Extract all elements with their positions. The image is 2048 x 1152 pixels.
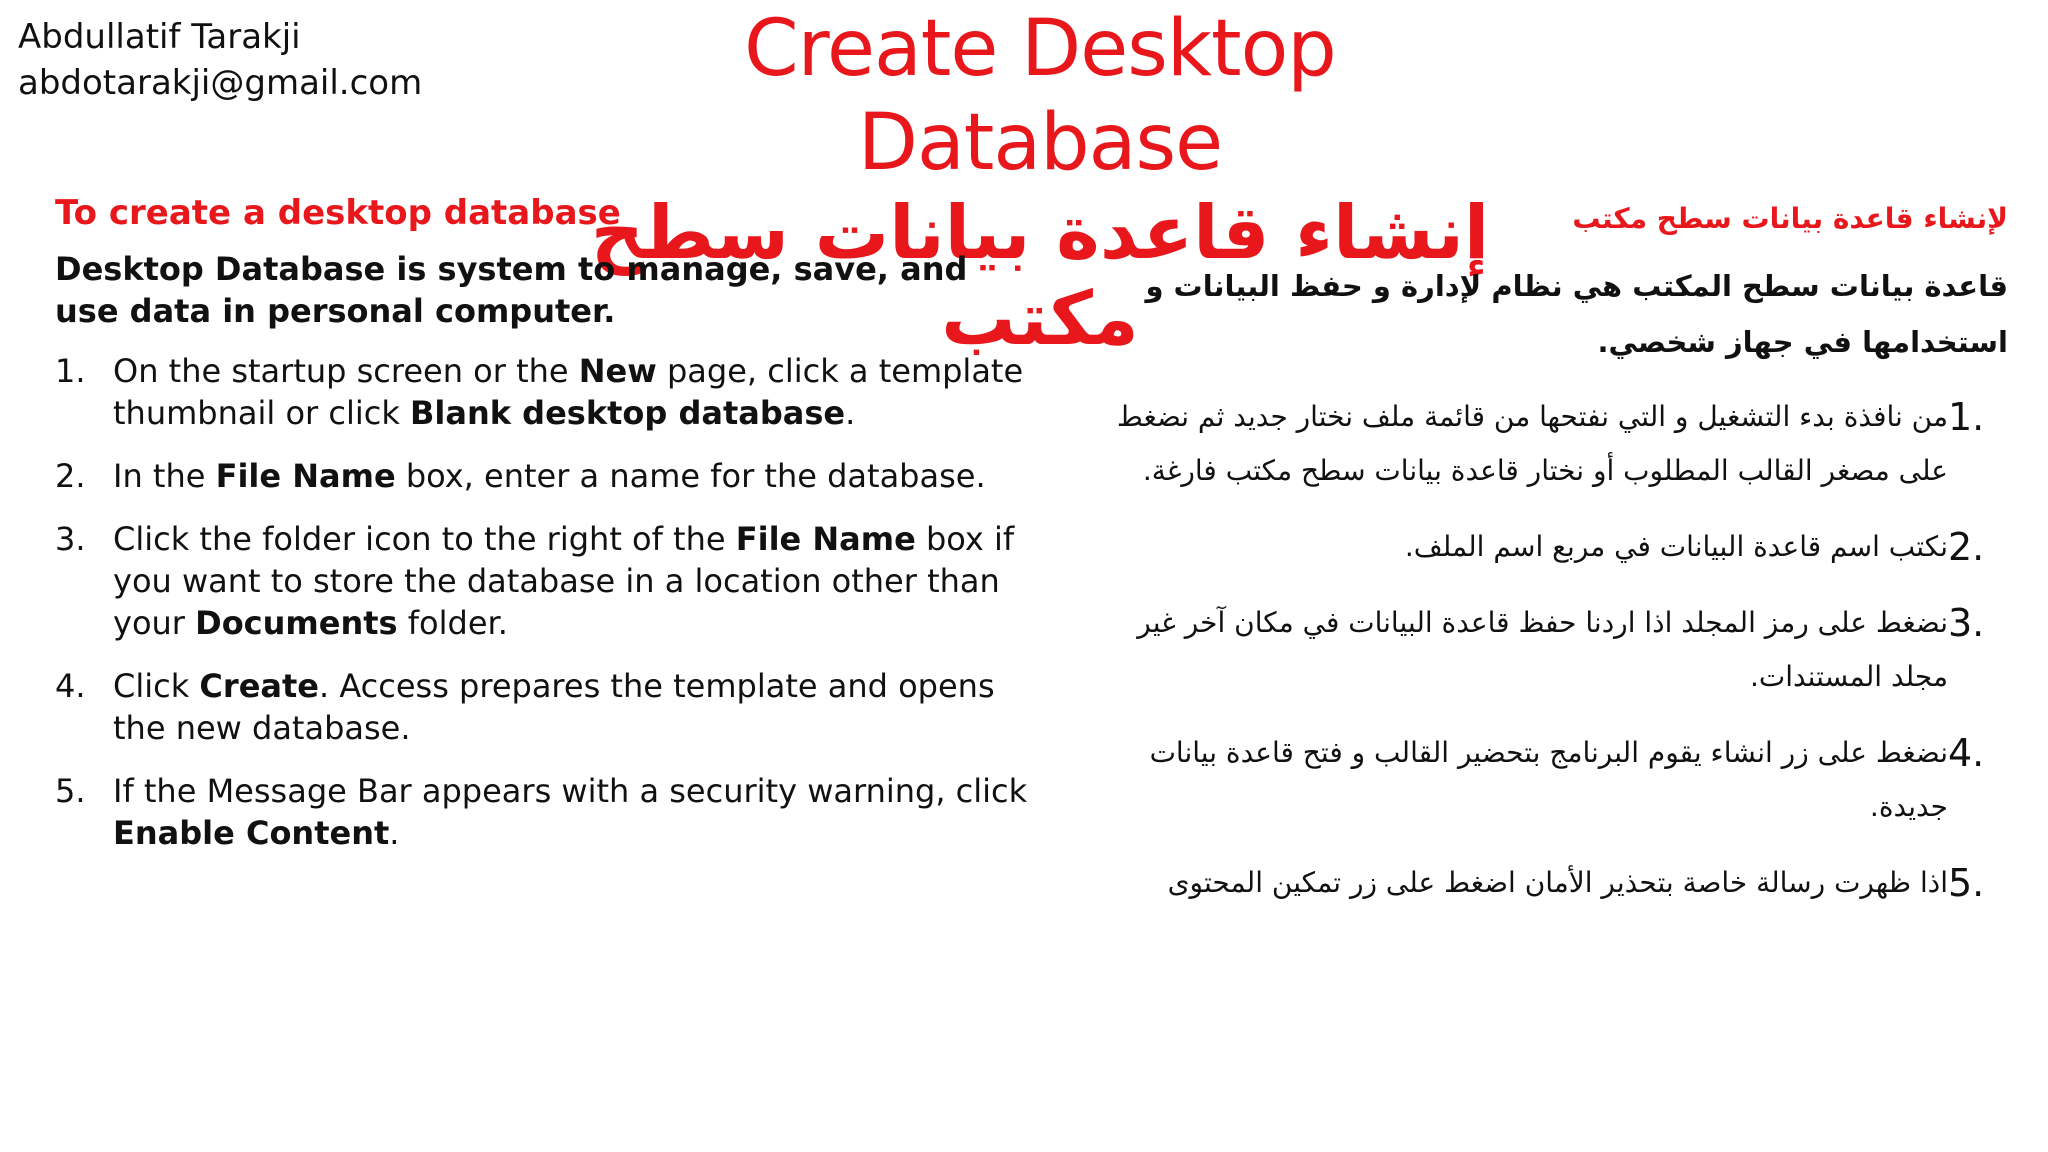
step-number: 4. [1948,731,1985,775]
arabic-step [1078,390,2008,498]
step-number: 5. [1948,861,1985,905]
step-number: 3. [55,520,86,558]
step-number: 3. [1948,601,1985,645]
step-number: 2. [55,457,86,495]
step-number: 1. [55,352,86,390]
arabic-step [1078,726,2008,834]
author-email: abdotarakji@gmail.com [18,63,423,103]
arabic-step [1078,596,2008,704]
step-text: من نافذة بدء التشغيل و التي نفتحها من قائمة ملف نختار جديد ثم نضغط على مصغر القالب المطلوب أو نختار قاعدة بيانات سطح مكتب فارغة. [1116,400,1948,487]
step-text: اذا ظهرت رسالة خاصة بتحذير الأمان اضغط على زر تمكين المحتوى [1167,866,1948,899]
english-step [55,518,1035,644]
arabic-column [1078,196,2008,932]
title-arabic: إنشاء قاعدة بيانات سطح مكتب [590,190,1490,362]
arabic-steps-list [1078,390,2008,910]
english-steps-list [55,350,1035,854]
english-step [55,665,1035,749]
english-step [55,770,1035,854]
step-number: 1. [1948,395,1985,439]
english-intro: Desktop Database is system to manage, save, and use data in personal computer. [55,250,968,330]
arabic-intro: قاعدة بيانات سطح المكتب هي نظام لإدارة و حفظ البيانات و استخدامها في جهاز شخصي. [1145,269,2008,359]
step-text: On the startup screen or the New page, click a template thumbnail or click Blank desktop database. [113,352,1024,432]
arabic-step [1078,520,2008,574]
step-number: 2. [1948,525,1985,569]
step-text: نضغط على رمز المجلد اذا اردنا حفظ قاعدة البيانات في مكان آخر غير مجلد المستندات. [1137,606,1948,693]
arabic-heading: لإنشاء قاعدة بيانات سطح مكتب [1572,202,2008,235]
english-column [55,190,1035,875]
author-info [18,14,422,106]
step-number: 4. [55,667,86,705]
step-text: Click Create. Access prepares the template and opens the new database. [113,667,995,747]
english-step [55,350,1035,434]
step-text: نكتب اسم قاعدة البيانات في مربع اسم الملف. [1404,530,1948,563]
step-text: نضغط على زر انشاء يقوم البرنامج بتحضير القالب و فتح قاعدة بيانات جديدة. [1149,736,1948,823]
step-number: 5. [55,772,86,810]
arabic-step [1078,856,2008,910]
english-step [55,455,1035,497]
step-text: Click the folder icon to the right of the File Name box if you want to store the database in a location other than your Documents folder. [113,520,1015,642]
step-text: If the Message Bar appears with a security warning, click Enable Content. [113,772,1028,852]
title-english: Create Desktop Database [744,4,1336,188]
english-heading: To create a desktop database [55,193,621,233]
author-name: Abdullatif Tarakji [18,17,301,57]
step-text: In the File Name box, enter a name for the database. [113,457,986,495]
